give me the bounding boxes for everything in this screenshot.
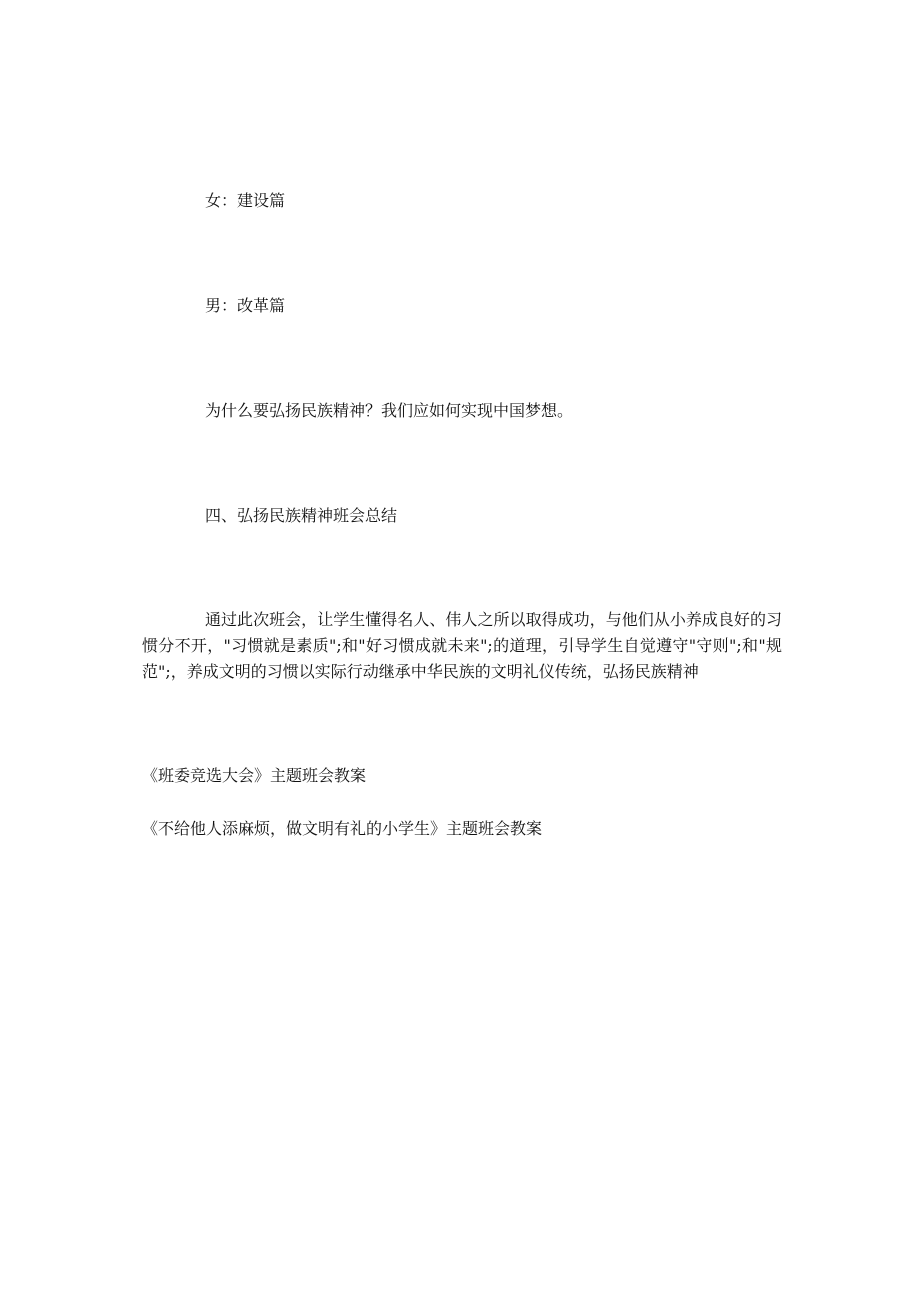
related-link-class-committee[interactable]: 《班委竞选大会》主题班会教案 <box>142 766 367 785</box>
male-reform-line: 男：改革篇 <box>205 296 286 315</box>
question-line: 为什么要弘扬民族精神？我们应如何实现中国梦想。 <box>205 401 574 420</box>
related-link-civilized-student[interactable]: 《不给他人添麻烦，做文明有礼的小学生》主题班会教案 <box>142 819 543 838</box>
female-construction-line: 女：建设篇 <box>205 191 286 210</box>
summary-paragraph: 通过此次班会，让学生懂得名人、伟人之所以取得成功，与他们从小养成良好的习惯分不开，"习惯就是素质";和"好习惯成就未来";的道理，引导学生自觉遵守"守则";和"规范";，养成文明的习惯以实际行动继承中华民族的文明礼仪传统，弘扬民族精神 <box>142 610 782 681</box>
section-four-heading: 四、弘扬民族精神班会总结 <box>205 506 398 525</box>
